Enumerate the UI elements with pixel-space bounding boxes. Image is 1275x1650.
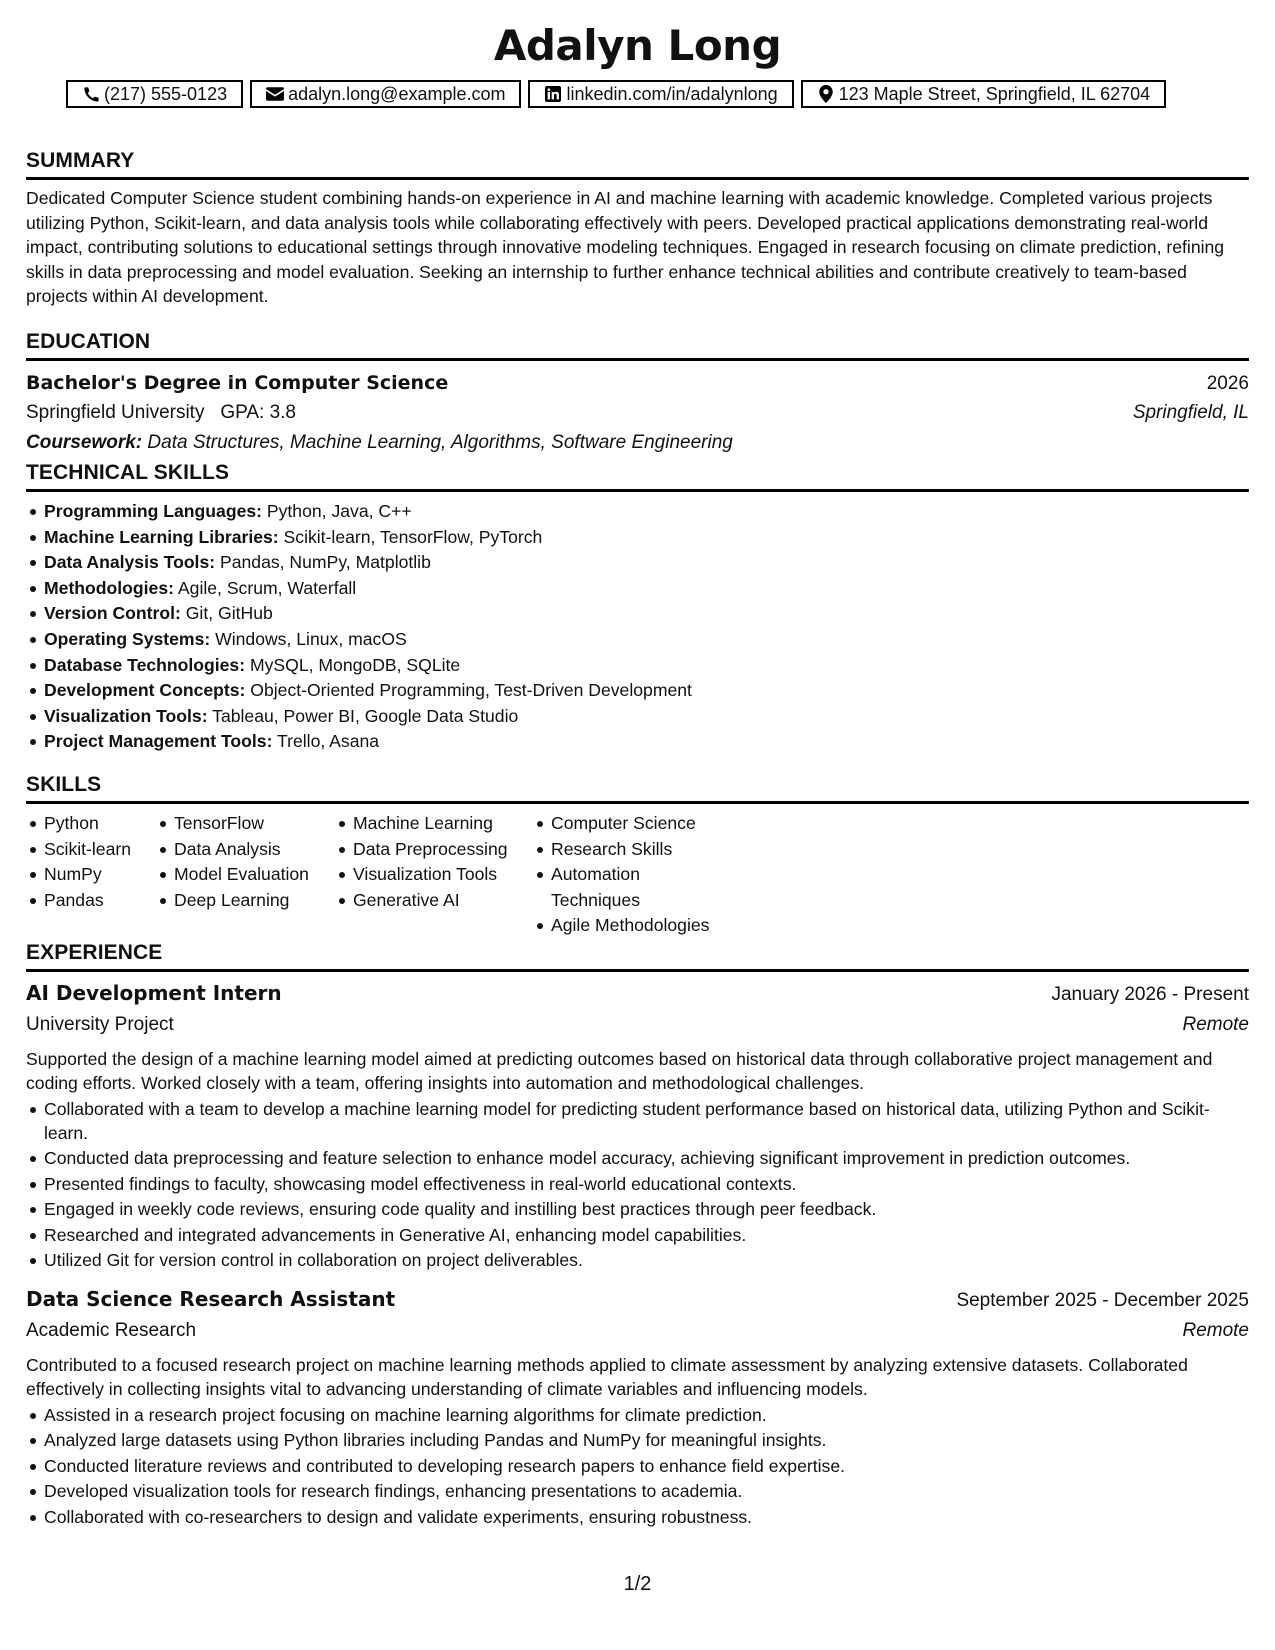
skill-item: Python [26,811,156,837]
technical-skill-item [26,525,1249,551]
technical-skill-label: Project Management Tools: [44,731,273,752]
technical-skill-label: Methodologies: [44,577,174,598]
skill-item: Model Evaluation [156,862,335,888]
job-bullet: Analyzed large datasets using Python libraries including Pandas and NumPy for meaningful insights. [26,1428,1249,1452]
gpa: GPA: 3.8 [220,402,296,423]
phone-text: (217) 555-0123 [104,84,228,104]
skill-item: Generative AI [335,888,533,914]
skill-item: Automation Techniques [533,862,733,913]
job-entry [26,978,1249,1272]
linkedin-text: linkedin.com/in/adalynlong [566,84,778,104]
technical-skill-value: Windows, Linux, macOS [215,628,407,649]
technical-skills-list [26,499,1249,755]
skill-item: Visualization Tools [335,862,533,888]
skills-column [335,811,533,939]
linkedin-icon [544,85,562,103]
skills-section [26,772,1249,939]
skills-column [533,811,733,939]
job-title: Data Science Research Assistant [26,1287,396,1311]
job-header-row [26,978,1249,1010]
job-bullet: Collaborated with co-researchers to design and validate experiments, ensuring robustness. [26,1505,1249,1529]
school-location: Springfield, IL [1132,402,1249,423]
job-org-row [26,1010,1249,1040]
job-bullets [26,1403,1249,1529]
technical-skill-item [26,653,1249,679]
candidate-name: Adalyn Long [493,21,782,70]
technical-skill-label: Development Concepts: [44,680,246,701]
job-location: Remote [1182,1014,1249,1035]
skill-item: NumPy [26,862,156,888]
skill-item: Research Skills [533,837,733,863]
contact-linkedin[interactable] [528,80,793,108]
education-school-row [26,398,1249,428]
technical-skill-item [26,678,1249,704]
contact-phone[interactable] [66,80,243,108]
skills-column [156,811,335,939]
contact-email[interactable] [250,80,521,108]
section-title-technical-skills: TECHNICAL SKILLS [26,460,1249,492]
experience-section [26,940,1249,1529]
technical-skill-label: Database Technologies: [44,654,246,675]
skill-item: Pandas [26,888,156,914]
technical-skill-value: Git, GitHub [185,603,273,624]
coursework-line [26,428,1249,458]
graduation-year: 2026 [1206,373,1249,394]
coursework-label: Coursework: [26,432,143,453]
job-bullet: Collaborated with a team to develop a machine learning model for predicting student performance based on historical data, utilizing Python and Scikit-learn. [26,1097,1249,1145]
job-bullet: Conducted data preprocessing and feature selection to enhance model accuracy, achieving significant improvement in prediction outcomes. [26,1146,1249,1170]
technical-skill-label: Operating Systems: [44,628,211,649]
school-name: Springfield University [26,402,205,423]
contact-address[interactable] [801,80,1167,108]
technical-skill-label: Machine Learning Libraries: [44,526,279,547]
technical-skill-item [26,601,1249,627]
technical-skill-value: Python, Java, C++ [266,501,412,521]
technical-skill-value: Scikit-learn, TensorFlow, PyTorch [283,526,543,547]
technical-skill-item [26,627,1249,653]
technical-skill-label: Visualization Tools: [44,705,208,726]
address-text: 123 Maple Street, Springfield, IL 62704 [838,84,1151,104]
job-bullet: Researched and integrated advancements in Generative AI, enhancing model capabilities. [26,1223,1249,1247]
job-title: AI Development Intern [26,981,282,1005]
school-line [26,398,296,428]
summary-section [26,148,1249,309]
technical-skill-label: Data Analysis Tools: [44,552,216,573]
job-dates: January 2026 - Present [1051,984,1249,1005]
job-entry [26,1284,1249,1529]
job-bullets [26,1097,1249,1273]
section-title-summary: SUMMARY [26,148,1249,180]
job-bullet: Developed visualization tools for research findings, enhancing presentations to academia. [26,1479,1249,1503]
job-bullet: Conducted literature reviews and contributed to developing research papers to enhance field expertise. [26,1454,1249,1478]
section-title-skills: SKILLS [26,772,1249,804]
skill-item: Computer Science [533,811,733,837]
skill-item: Deep Learning [156,888,335,914]
education-header-row [26,369,1249,398]
skill-item: Scikit-learn [26,837,156,863]
technical-skill-value: Object-Oriented Programming, Test-Driven Development [250,680,692,701]
job-dates: September 2025 - December 2025 [956,1290,1249,1311]
job-bullet: Engaged in weekly code reviews, ensuring code quality and instilling best practices through peer feedback. [26,1197,1249,1221]
envelope-icon [266,85,284,103]
skill-item: Data Analysis [156,837,335,863]
coursework-list: Data Structures, Machine Learning, Algorithms, Software Engineering [147,432,733,453]
technical-skill-item [26,550,1249,576]
technical-skill-item [26,576,1249,602]
map-marker-icon [817,85,835,103]
technical-skill-item [26,704,1249,730]
section-title-experience: EXPERIENCE [26,940,1249,972]
skill-item: Machine Learning [335,811,533,837]
job-org-row [26,1316,1249,1346]
degree-title: Bachelor's Degree in Computer Science [26,372,449,394]
technical-skill-value: Trello, Asana [277,731,380,752]
technical-skill-value: Agile, Scrum, Waterfall [177,577,357,598]
job-organization: University Project [26,1014,174,1035]
contact-bar [66,80,1166,108]
summary-text: Dedicated Computer Science student combining hands-on experience in AI and machine learning with academic knowledge. Completed various projects utilizing Python, Scikit-learn, and data analysis tools while collaborating effectively with peers. Developed practical applications demonstrating real-world impact, contributing solutions to educational settings through innovative modeling techniques. Engaged in research focusing on climate prediction, refining skills in data preprocessing and model evaluation. Seeking an internship to further enhance technical abilities and contribute creatively to team-based projects within AI development. [26,188,1225,306]
section-title-education: EDUCATION [26,329,1249,361]
skills-column [26,811,156,939]
technical-skills-section [26,460,1249,755]
job-header-row [26,1284,1249,1316]
job-bullet: Utilized Git for version control in collaboration on project deliverables. [26,1248,1249,1272]
phone-icon [82,85,100,103]
job-location: Remote [1182,1320,1249,1341]
skills-columns [26,811,1249,939]
job-description: Supported the design of a machine learning model aimed at predicting outcomes based on historical data through collaborative project management and coding efforts. Worked closely with a team, offering insights into automation and methodological challenges. [26,1049,1213,1093]
technical-skill-value: Pandas, NumPy, Matplotlib [219,552,431,573]
technical-skill-value: Tableau, Power BI, Google Data Studio [212,705,519,726]
skill-item: TensorFlow [156,811,335,837]
experience-jobs [26,978,1249,1529]
email-text: adalyn.long@example.com [288,84,506,104]
job-organization: Academic Research [26,1320,197,1341]
skill-item: Data Preprocessing [335,837,533,863]
technical-skill-item [26,499,1249,525]
technical-skill-item [26,729,1249,755]
technical-skill-label: Programming Languages: [44,501,262,521]
job-description: Contributed to a focused research project on machine learning methods applied to climate assessment by analyzing extensive datasets. Collaborated effectively in collecting insights vital to advancing understanding of climate variables and influencing models. [26,1355,1188,1399]
education-section [26,329,1249,458]
job-bullet: Presented findings to faculty, showcasing model effectiveness in real-world educational contexts. [26,1172,1249,1196]
page-number: 1/2 [623,1573,652,1595]
job-bullet: Assisted in a research project focusing on machine learning algorithms for climate prediction. [26,1403,1249,1427]
technical-skill-label: Version Control: [44,603,181,624]
technical-skill-value: MySQL, MongoDB, SQLite [249,654,461,675]
skill-item: Agile Methodologies [533,913,733,939]
